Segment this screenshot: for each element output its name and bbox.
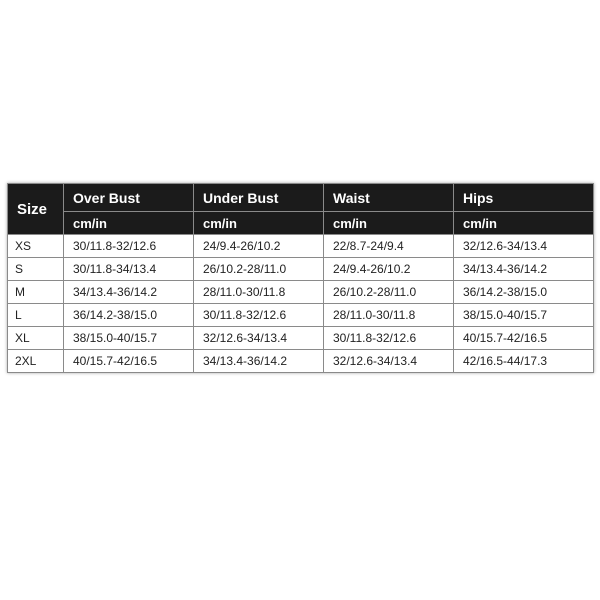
- over-bust-cell: 30/11.8-32/12.6: [64, 235, 194, 258]
- table-row: [8, 327, 594, 350]
- waist-header: Waist: [324, 184, 454, 212]
- under-bust-header: Under Bust: [194, 184, 324, 212]
- waist-cell: 28/11.0-30/11.8: [324, 304, 454, 327]
- waist-unit: cm/in: [324, 212, 454, 235]
- size-cell: S: [8, 258, 64, 281]
- size-column-header: Size: [8, 184, 64, 235]
- table-row: [8, 258, 594, 281]
- under-bust-cell: 34/13.4-36/14.2: [194, 350, 324, 373]
- under-bust-cell: 32/12.6-34/13.4: [194, 327, 324, 350]
- over-bust-cell: 40/15.7-42/16.5: [64, 350, 194, 373]
- hips-cell: 34/13.4-36/14.2: [454, 258, 594, 281]
- size-cell: L: [8, 304, 64, 327]
- over-bust-cell: 30/11.8-34/13.4: [64, 258, 194, 281]
- over-bust-cell: 36/14.2-38/15.0: [64, 304, 194, 327]
- hips-cell: 42/16.5-44/17.3: [454, 350, 594, 373]
- waist-cell: 26/10.2-28/11.0: [324, 281, 454, 304]
- hips-cell: 38/15.0-40/15.7: [454, 304, 594, 327]
- hips-cell: 36/14.2-38/15.0: [454, 281, 594, 304]
- table-row: [8, 350, 594, 373]
- under-bust-cell: 30/11.8-32/12.6: [194, 304, 324, 327]
- waist-cell: 22/8.7-24/9.4: [324, 235, 454, 258]
- table-row: [8, 281, 594, 304]
- size-cell: XL: [8, 327, 64, 350]
- hips-header: Hips: [454, 184, 594, 212]
- under-bust-unit: cm/in: [194, 212, 324, 235]
- waist-cell: 24/9.4-26/10.2: [324, 258, 454, 281]
- unit-row: [8, 212, 594, 235]
- under-bust-cell: 24/9.4-26/10.2: [194, 235, 324, 258]
- size-cell: M: [8, 281, 64, 304]
- size-chart-table: [7, 183, 594, 373]
- size-cell: XS: [8, 235, 64, 258]
- over-bust-cell: 34/13.4-36/14.2: [64, 281, 194, 304]
- header-row: [8, 184, 594, 212]
- size-cell: 2XL: [8, 350, 64, 373]
- hips-unit: cm/in: [454, 212, 594, 235]
- waist-cell: 30/11.8-32/12.6: [324, 327, 454, 350]
- over-bust-cell: 38/15.0-40/15.7: [64, 327, 194, 350]
- over-bust-header: Over Bust: [64, 184, 194, 212]
- hips-cell: 40/15.7-42/16.5: [454, 327, 594, 350]
- table-row: [8, 304, 594, 327]
- over-bust-unit: cm/in: [64, 212, 194, 235]
- under-bust-cell: 28/11.0-30/11.8: [194, 281, 324, 304]
- table-row: [8, 235, 594, 258]
- waist-cell: 32/12.6-34/13.4: [324, 350, 454, 373]
- hips-cell: 32/12.6-34/13.4: [454, 235, 594, 258]
- under-bust-cell: 26/10.2-28/11.0: [194, 258, 324, 281]
